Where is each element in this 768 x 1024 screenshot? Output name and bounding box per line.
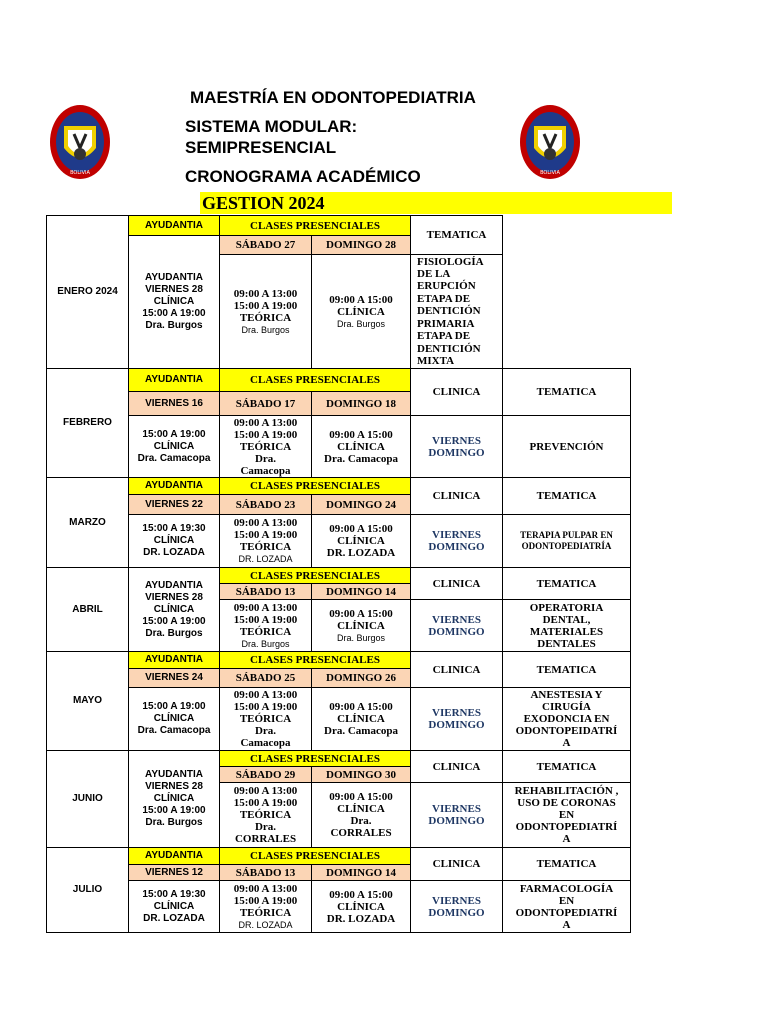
cell-text-line: CLÍNICA — [337, 440, 385, 453]
tematica-header: TEMATICA — [502, 847, 631, 881]
cell-text-line: DR. LOZADA — [143, 912, 205, 924]
cell-text-line: VIERNES — [432, 803, 481, 815]
saturday-header: SÁBADO 17 — [219, 391, 312, 416]
cell-text-line: AYUDANTIA — [145, 769, 203, 780]
cell-text-line: DOMINGO — [428, 815, 485, 827]
cell-text-line: DOMINGO — [428, 446, 485, 459]
cell-text-line: ODONTOPEDIATRÍ — [515, 821, 618, 833]
clases-header: CLASES PRESENCIALES — [219, 567, 411, 584]
cell-text-line: TEÓRICA — [239, 809, 292, 821]
cell-text-line: ODONTOPEIDATRÍ — [515, 725, 618, 737]
cell-text-line: DENTICIÓN — [417, 342, 481, 355]
cronograma-title: CRONOGRAMA ACADÉMICO — [185, 167, 421, 186]
month-cell: MARZO — [46, 477, 129, 568]
ayudantia-header: AYUDANTIA — [128, 368, 220, 392]
cell-text-line: Dra. Burgos — [145, 817, 203, 828]
cell-text-line: VIERNES 28 — [145, 781, 203, 792]
cell-text-line: CLÍNICA — [337, 619, 385, 632]
ayudantia-cell — [128, 750, 220, 848]
friday-header: VIERNES 24 — [128, 668, 220, 688]
cell-text-line: VIERNES — [432, 434, 481, 447]
cell-text-line: TEÓRICA — [239, 541, 292, 553]
sunday-cell — [311, 599, 411, 652]
ayudantia-header: AYUDANTIA — [128, 215, 220, 236]
cell-text-line: Dra. — [254, 725, 277, 737]
ayudantia-cell — [128, 235, 220, 369]
cell-text-line: DR. LOZADA — [143, 547, 205, 558]
cell-text-line: Dra. Camacopa — [324, 725, 398, 737]
cell-text-line: AYUDANTIA — [145, 579, 203, 591]
cell-text-line: 15:00 A 19:00 — [142, 615, 206, 627]
clinica-days-cell — [410, 782, 503, 848]
cell-text-line: CLÍNICA — [337, 305, 385, 318]
clases-header: CLASES PRESENCIALES — [219, 750, 411, 767]
cell-text-line: 15:00 A 19:00 — [142, 428, 206, 440]
friday-cell — [128, 514, 220, 568]
university-logo-left — [48, 104, 112, 184]
cell-text-line: CLÍNICA — [337, 803, 385, 815]
cell-text-line: TEÓRICA — [239, 906, 292, 919]
tematica-cell — [410, 254, 503, 369]
cell-text-line: CLÍNICA — [337, 900, 385, 913]
cell-text-line: CLÍNICA — [153, 900, 195, 912]
cell-text-line: DENTICIÓN — [417, 305, 481, 318]
cell-text-line: DOMINGO — [428, 625, 485, 638]
cell-text-line: EN — [558, 894, 575, 907]
cell-text-line: EN — [558, 809, 575, 821]
clinica-days-cell — [410, 514, 503, 568]
cell-text-line: CLÍNICA — [153, 535, 195, 546]
saturday-cell — [219, 782, 312, 848]
clinica-header: CLINICA — [410, 368, 503, 416]
saturday-header: SÁBADO 29 — [219, 766, 312, 783]
cell-text-line: CLÍNICA — [153, 440, 195, 452]
saturday-header: SÁBADO 13 — [219, 864, 312, 881]
cell-text-line: CLÍNICA — [153, 296, 195, 307]
sunday-header: DOMINGO 30 — [311, 766, 411, 783]
sistema-line2: SEMIPRESENCIAL — [185, 138, 337, 157]
cell-text-line: Dra. Burgos — [145, 627, 203, 639]
sunday-header: DOMINGO 26 — [311, 668, 411, 688]
cell-text-line: 09:00 A 13:00 — [233, 601, 298, 614]
friday-cell — [128, 687, 220, 751]
cell-text-line: AYUDANTIA — [145, 272, 203, 283]
month-cell: ABRIL — [46, 567, 129, 652]
cell-text-line: Camacopa — [240, 464, 291, 477]
tematica-header: TEMATICA — [502, 750, 631, 783]
cell-text-line: 09:00 A 13:00 — [233, 416, 298, 429]
cell-text-line: Dra. Burgos — [336, 318, 386, 329]
cell-text-line: DR. LOZADA — [238, 919, 293, 930]
cell-text-line: DR. LOZADA — [326, 547, 396, 559]
cell-text-line: PREVENCIÓN — [529, 440, 604, 453]
saturday-header: SÁBADO 23 — [219, 494, 312, 515]
cell-text-line: 15:00 A 19:30 — [142, 523, 206, 534]
cell-text-line: USO DE CORONAS — [517, 797, 616, 809]
cell-text-line: CORRALES — [234, 833, 297, 845]
tematica-header: TEMATICA — [410, 215, 503, 255]
cell-text-line: Dra. Burgos — [336, 632, 386, 643]
cell-text-line: DOMINGO — [428, 906, 485, 919]
cell-text-line: CLÍNICA — [337, 535, 385, 547]
cell-text-line: 09:00 A 15:00 — [329, 523, 393, 535]
tematica-cell — [502, 687, 631, 751]
cell-text-line: ERUPCIÓN — [417, 280, 476, 293]
cell-text-line: CLÍNICA — [153, 793, 195, 804]
clases-header: CLASES PRESENCIALES — [219, 847, 411, 865]
cell-text-line: DOMINGO — [428, 541, 485, 553]
saturday-header: SÁBADO 25 — [219, 668, 312, 688]
cell-text-line: DR. LOZADA — [238, 554, 293, 564]
cell-text-line: 15:00 A 19:00 — [142, 701, 206, 712]
cell-text-line: 15:00 A 19:00 — [233, 797, 298, 809]
sunday-cell — [311, 782, 411, 848]
cell-text-line: 09:00 A 15:00 — [329, 791, 393, 803]
friday-cell — [128, 880, 220, 933]
clases-header: CLASES PRESENCIALES — [219, 368, 411, 392]
saturday-cell — [219, 687, 312, 751]
clinica-days-cell — [410, 880, 503, 933]
cell-text-line: 15:00 A 19:00 — [233, 701, 298, 713]
cell-text-line: 15:00 A 19:00 — [233, 529, 298, 541]
cell-text-line: TEÓRICA — [239, 713, 292, 725]
clases-header: CLASES PRESENCIALES — [219, 651, 411, 669]
cell-text-line: CLÍNICA — [153, 713, 195, 724]
cell-text-line: MATERIALES — [529, 625, 604, 638]
cell-text-line: Dra. Camacopa — [137, 725, 211, 736]
sunday-header: DOMINGO 18 — [311, 391, 411, 416]
clases-header: CLASES PRESENCIALES — [219, 215, 411, 236]
cell-text-line: TEÓRICA — [239, 440, 292, 453]
tematica-cell — [502, 415, 631, 478]
cell-text-line: A — [562, 737, 571, 749]
cell-text-line: 09:00 A 15:00 — [329, 607, 393, 620]
cell-text-line: Dra. Burgos — [241, 324, 290, 335]
month-cell: MAYO — [46, 651, 129, 751]
gestion-text: GESTION 2024 — [202, 193, 325, 213]
month-cell: FEBRERO — [46, 368, 129, 478]
cell-text-line: ODONTOPEDIATRÍA — [521, 541, 612, 551]
sistema-line1: SISTEMA MODULAR: — [185, 117, 358, 136]
cell-text-line: Dra. — [254, 821, 277, 833]
sunday-header: DOMINGO 14 — [311, 583, 411, 600]
tematica-header: TEMATICA — [502, 567, 631, 600]
cell-text-line: DENTALES — [537, 637, 596, 650]
saturday-header: SÁBADO 13 — [219, 583, 312, 600]
cell-text-line: 09:00 A 13:00 — [233, 785, 298, 797]
cell-text-line: 09:00 A 15:00 — [329, 293, 393, 306]
gestion-banner — [200, 192, 672, 214]
cell-text-line: FARMACOLOGÍA — [519, 882, 614, 895]
clinica-header: CLINICA — [410, 750, 503, 783]
cell-text-line: Dra. Burgos — [145, 320, 203, 331]
clinica-days-cell — [410, 687, 503, 751]
friday-header: VIERNES 12 — [128, 864, 220, 881]
sunday-header: DOMINGO 14 — [311, 864, 411, 881]
cell-text-line: TEÓRICA — [239, 311, 292, 324]
cell-text-line: VIERNES — [432, 613, 481, 626]
page-title: MAESTRÍA EN ODONTOPEDIATRIA — [190, 88, 476, 107]
saturday-cell — [219, 415, 312, 478]
tematica-header: TEMATICA — [502, 368, 631, 416]
cell-text-line: VIERNES — [432, 894, 481, 907]
cell-text-line: 09:00 A 13:00 — [233, 287, 298, 300]
cell-text-line: DE LA — [417, 268, 451, 281]
ayudantia-header: AYUDANTIA — [128, 477, 220, 495]
cell-text-line: 09:00 A 15:00 — [329, 428, 393, 441]
cell-text-line: 09:00 A 13:00 — [233, 517, 298, 529]
saturday-cell — [219, 880, 312, 933]
clinica-header: CLINICA — [410, 567, 503, 600]
sunday-header: DOMINGO 24 — [311, 494, 411, 515]
cell-text-line: Camacopa — [240, 737, 291, 749]
tematica-cell — [502, 514, 631, 568]
tematica-cell — [502, 880, 631, 933]
cell-text-line: 09:00 A 13:00 — [233, 689, 298, 701]
cell-text-line: Dra. — [254, 452, 277, 465]
cell-text-line: 15:00 A 19:00 — [233, 428, 298, 441]
cell-text-line: VIERNES 28 — [145, 591, 203, 603]
cell-text-line: 09:00 A 13:00 — [233, 882, 298, 895]
saturday-cell — [219, 254, 312, 369]
cell-text-line: DR. LOZADA — [326, 912, 396, 925]
cell-text-line: CLÍNICA — [153, 603, 195, 615]
clinica-days-cell — [410, 415, 503, 478]
saturday-cell — [219, 599, 312, 652]
cell-text-line: OPERATORIA — [529, 601, 604, 614]
cell-text-line: ODONTOPEDIATRÍ — [515, 906, 618, 919]
cell-text-line: CLÍNICA — [337, 713, 385, 725]
cell-text-line: REHABILITACIÓN , — [514, 785, 619, 797]
cell-text-line: 15:00 A 19:00 — [233, 299, 298, 312]
cell-text-line: 15:00 A 19:00 — [142, 308, 206, 319]
sunday-cell — [311, 415, 411, 478]
university-logo-right — [518, 104, 582, 184]
saturday-cell — [219, 514, 312, 568]
cell-text-line: VIERNES 28 — [145, 284, 203, 295]
cell-text-line: DENTAL, — [542, 613, 591, 626]
cell-text-line: PRIMARIA — [417, 317, 475, 330]
clinica-days-cell — [410, 599, 503, 652]
sunday-cell — [311, 254, 411, 369]
cell-text-line: Dra. Camacopa — [137, 452, 211, 464]
month-cell: ENERO 2024 — [46, 215, 129, 369]
cell-text-line: Dra. — [350, 815, 372, 827]
svg-text:BOLIVIA: BOLIVIA — [540, 170, 560, 176]
cell-text-line: MIXTA — [417, 354, 455, 367]
clinica-header: CLINICA — [410, 651, 503, 688]
cell-text-line: A — [562, 833, 571, 845]
friday-header: VIERNES 22 — [128, 494, 220, 515]
svg-text:BOLIVIA: BOLIVIA — [70, 170, 90, 176]
friday-cell — [128, 415, 220, 478]
ayudantia-cell — [128, 567, 220, 652]
cell-text-line: Dra. Burgos — [241, 638, 290, 649]
sunday-cell — [311, 514, 411, 568]
cell-text-line: 15:00 A 19:30 — [142, 888, 206, 900]
cell-text-line: CIRUGÍA — [542, 701, 591, 713]
cell-text-line: ETAPA DE — [417, 292, 471, 305]
cell-text-line: 09:00 A 15:00 — [329, 701, 393, 713]
cell-text-line: ETAPA DE — [417, 330, 471, 343]
cell-text-line: 15:00 A 19:00 — [233, 894, 298, 907]
cell-text-line: 09:00 A 15:00 — [329, 888, 393, 901]
cell-text-line: TERAPIA PULPAR EN — [520, 530, 613, 540]
tematica-header: TEMATICA — [502, 651, 631, 688]
clinica-header: CLINICA — [410, 477, 503, 515]
ayudantia-header: AYUDANTIA — [128, 847, 220, 865]
clases-header: CLASES PRESENCIALES — [219, 477, 411, 495]
cell-text-line: 15:00 A 19:00 — [142, 805, 206, 816]
tematica-header: TEMATICA — [502, 477, 631, 515]
sunday-cell — [311, 880, 411, 933]
month-cell: JULIO — [46, 847, 129, 933]
cell-text-line: FISIOLOGÍA — [417, 255, 484, 268]
saturday-header: SÁBADO 27 — [219, 235, 312, 255]
sunday-header: DOMINGO 28 — [311, 235, 411, 255]
friday-header: VIERNES 16 — [128, 391, 220, 416]
sunday-cell — [311, 687, 411, 751]
tematica-cell — [502, 782, 631, 848]
cell-text-line: TEÓRICA — [239, 625, 292, 638]
cell-text-line: 15:00 A 19:00 — [233, 613, 298, 626]
cell-text-line: VIERNES — [432, 707, 481, 719]
cell-text-line: VIERNES — [432, 529, 481, 541]
cell-text-line: EXODONCIA EN — [523, 713, 610, 725]
cell-text-line: CORRALES — [330, 827, 392, 839]
cell-text-line: ANESTESIA Y — [530, 689, 603, 701]
cell-text-line: Dra. Camacopa — [324, 452, 398, 465]
clinica-header: CLINICA — [410, 847, 503, 881]
month-cell: JUNIO — [46, 750, 129, 848]
cell-text-line: DOMINGO — [428, 719, 485, 731]
tematica-cell — [502, 599, 631, 652]
ayudantia-header: AYUDANTIA — [128, 651, 220, 669]
cell-text-line: A — [562, 918, 571, 931]
